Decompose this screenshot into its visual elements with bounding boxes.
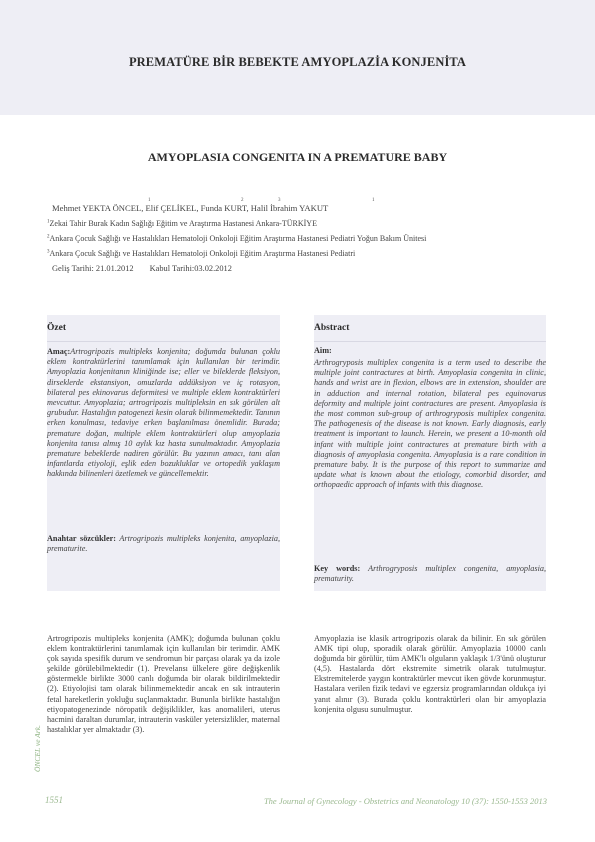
body-right-column: Amyoplazia ise klasik artrogripozis olarak da bilinir. En sık görülen AMK tipi olup, sporadik olarak görülür. Amyoplazia 10000 canlı doğumda bir görülür, tüm AMK'lı olguların yaklaşık 1/3'ünü oluşturur (4,5). Hastalarda dört ekstremite simetrik olarak tutulmuştur. Ekstremitelerde yaygın kontraktürler mevcut iken gövde korunmuştur. Hastalara verilen fizik tedavi ve egzersiz programlarından oldukça iyi yanıt alınır (3). Burada çoklu kontraktürleri olan bir amyoplazia konjenita olgusu sunulmuştur. — [314, 634, 546, 714]
abstract-header: Abstract — [314, 323, 350, 333]
author-sup-1: 1 — [148, 198, 151, 203]
journal-citation: The Journal of Gynecology - Obstetrics and Neonatology 10 (37): 1550-1553 2013 — [263, 796, 547, 806]
affiliation-2: $^2$Ankara Çocuk Sağlığı ve Hastalıkları Hematoloji Onkoloji Eğitim Araştırma Hastanesi Pediatri Yoğun Bakım Ünitesi — [47, 234, 427, 243]
affiliation-1: $^1$Zekai Tahir Burak Kadın Sağlığı Eğitim ve Araştırma Hastanesi Ankara-TÜRKİYE — [47, 219, 317, 228]
abstract-aim-label: Aim: — [314, 346, 332, 355]
abstract-text: Arthrogryposis multiplex congenita is a term used to describe the multiple joint contractures at birth. Amyoplasia congenita in clinic, hands and wrist are in flexion, elbows are in extension, shoulder are in adduction and internal rotation, bilateral pes equinovarus deformity and multiple joint contractures are present. Amyoplasia is the most common sub-group of arthrogryposis multiplex congenita. The pathogenesis of the disease is not known. Early diagnosis, early treatment is important to launch. Herein, we present a 10-month old infant with multiple joint contractures at premature birth with a diagnosis of amyoplasia congenita. Amyoplasia is a rare condition in premature baby. It is the purpose of this report to summarize and update what is known about the etiology, comorbid disorder, and orthopaedic approach of infants with this diagnose. — [314, 358, 546, 490]
accepted-date: Kabul Tarihi:03.02.2012 — [149, 264, 232, 273]
abstract-box — [314, 315, 546, 591]
abstract-keywords: Key words: Arthrogryposis multiplex congenita, amyoplasia, prematurity. — [314, 564, 547, 584]
running-author-label: ÖNCEL ve Ark. — [33, 725, 42, 773]
received-date: Geliş Tarihi: 21.01.2012 — [52, 264, 134, 273]
ozet-text: Amaç:Artrogripozis multipleks konjenita; doğumda bulunan çoklu eklem kontraktürlerini tanımlamak için kullanılan bir terimdir. Amyoplazia konjenitanın kliniğinde ise; eller ve bileklerde fleksiyon, dirseklerde ekstansiyon, omuzlarda addüksiyon ve iç rotasyon, bilateral pes ekinovarus deformitesi ve multiple eklem kontraktürleri mevcuttur. Amyoplazia; artrogripozis multipleksin en sık görülen alt grubudur. Hastalığın patogenezi kesin olarak bilinmemektedir. Tanının erken konulması, tedaviye erken başlanılması önemlidir. Burada; premature doğan, multiple eklem kontraktürleri olup amyoplazia konjenita tanısı almış 10 aylık kız hasta sunulmaktadır. Amyoplazia premature bebeklerde nadiren görülür. Bu yazının amacı, tanı alan infantlarda etiyoloji, eşlik eden bozukluklar ve ortopedik yaklaşım hakkında bilinenleri özetlemek ve güncellemektir. — [47, 347, 280, 479]
body-left-column: Artrogripozis multipleks konjenita (AMK); doğumda bulunan çoklu eklem kontraktürlerini tanımlamak için kullanılan bir terimdir. AMK çok sayıda spesifik durum ve sendromun bir parçası olarak ya da izole şekilde görülebilmektedir (1). Prevelansı ülkelere göre değişkenlik göstermekle birlikte 3000 canlı doğumda bir olarak bildirilmektedir (2). Etiyolojisi tam olarak bilinmemektedir ancak en sık intrauterin fetal hareketlerin yokluğu suçlanmaktadır. Bununla birlikte hastalığın etiyopatogenezinde nöropatik değişiklikler, kas anomalileri, uterus hacmini daraltan durumlar, intrauterin vasküler yetersizlikler, maternal hastalıklar yer almaktadır (3). — [47, 634, 280, 734]
abstract-divider — [314, 341, 546, 342]
ozet-divider — [47, 341, 280, 342]
author-sup-3: 3 — [278, 198, 281, 203]
page-number: 1551 — [45, 795, 63, 805]
english-title: AMYOPLASIA CONGENITA IN A PREMATURE BABY — [147, 150, 448, 164]
affiliation-3: $^3$Ankara Çocuk Sağlığı ve Hastalıkları Hematoloji Onkoloji Eğitim Araştırma Hastanesi Pediatri — [47, 249, 356, 258]
author-sup-4: 1 — [372, 198, 375, 203]
author-sup-2: 2 — [241, 198, 244, 203]
dates — [52, 264, 232, 273]
author-list: Mehmet YEKTA ÖNCEL, Elif ÇELİKEL, Funda KURT, Halil İbrahim YAKUT — [52, 203, 329, 213]
turkish-title: PREMATÜRE BİR BEBEKTE AMYOPLAZİA KONJENİTA — [128, 55, 467, 69]
ozet-keywords: Anahtar sözcükler: Artrogripozis multipleks konjenita, amyoplazia, prematurite. — [47, 534, 280, 554]
ozet-header: Özet — [47, 323, 66, 333]
ozet-box — [47, 315, 280, 591]
